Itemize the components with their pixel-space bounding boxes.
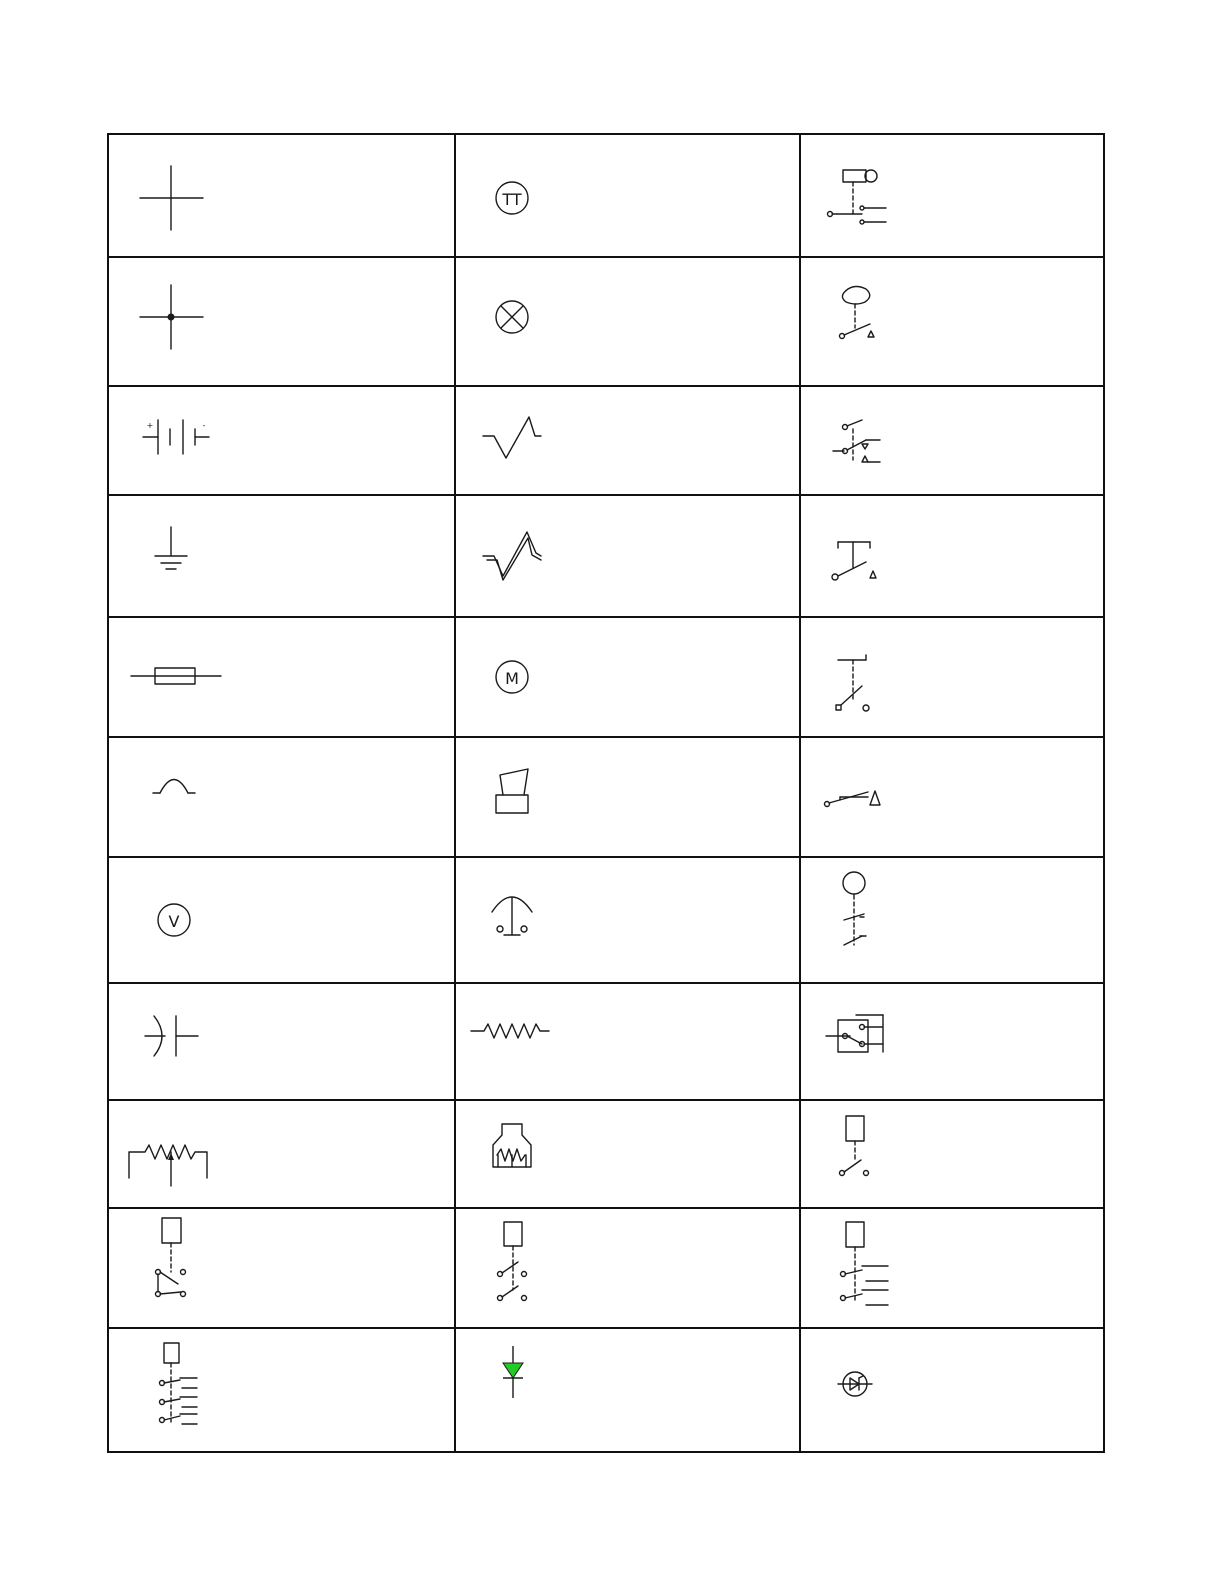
triangle-wave-icon [483, 417, 541, 458]
motor-icon [496, 661, 528, 693]
horn-icon [496, 769, 528, 813]
voltmeter-label: V [168, 912, 180, 931]
heater-icon [493, 1124, 531, 1167]
relay-triple-icon [160, 1343, 198, 1424]
symbol-table [108, 134, 1104, 1452]
relay-changeover-icon [156, 1218, 186, 1297]
fuse-icon [131, 668, 221, 684]
double-wave-icon [483, 532, 541, 580]
battery-minus-label: - [202, 421, 206, 430]
pull-switch-icon [836, 655, 869, 711]
battery-plus-label: + [146, 421, 154, 430]
key-switch-icon [828, 170, 887, 224]
relay-box-icon [826, 1015, 883, 1052]
zener-diode-icon [838, 1372, 872, 1396]
lamp-tt-icon [496, 182, 528, 214]
ground-icon [155, 527, 187, 569]
voltmeter-icon [158, 904, 190, 936]
thermal-switch-icon [840, 287, 875, 339]
joined-wires-icon [140, 285, 203, 349]
relay-multi-icon [841, 1222, 889, 1305]
relay-single-icon [840, 1116, 869, 1176]
relay-double-icon [498, 1222, 527, 1301]
lamp-x-icon [496, 301, 528, 333]
battery-icon [143, 420, 209, 454]
lamp-tt-label: TT [502, 190, 522, 209]
potentiometer-icon [129, 1145, 207, 1186]
toggle-switch-icon [825, 791, 881, 807]
motor-label: M [505, 669, 519, 688]
resistor-icon [471, 1024, 549, 1038]
diode-icon [503, 1346, 523, 1398]
bell-icon [153, 780, 195, 794]
float-switch-icon [843, 872, 866, 945]
two-contact-switch-icon [833, 420, 880, 462]
crossing-wires-icon [140, 166, 203, 230]
push-button-switch-icon [832, 542, 876, 580]
buzzer-icon [492, 897, 532, 935]
capacitor-icon [145, 1016, 198, 1056]
